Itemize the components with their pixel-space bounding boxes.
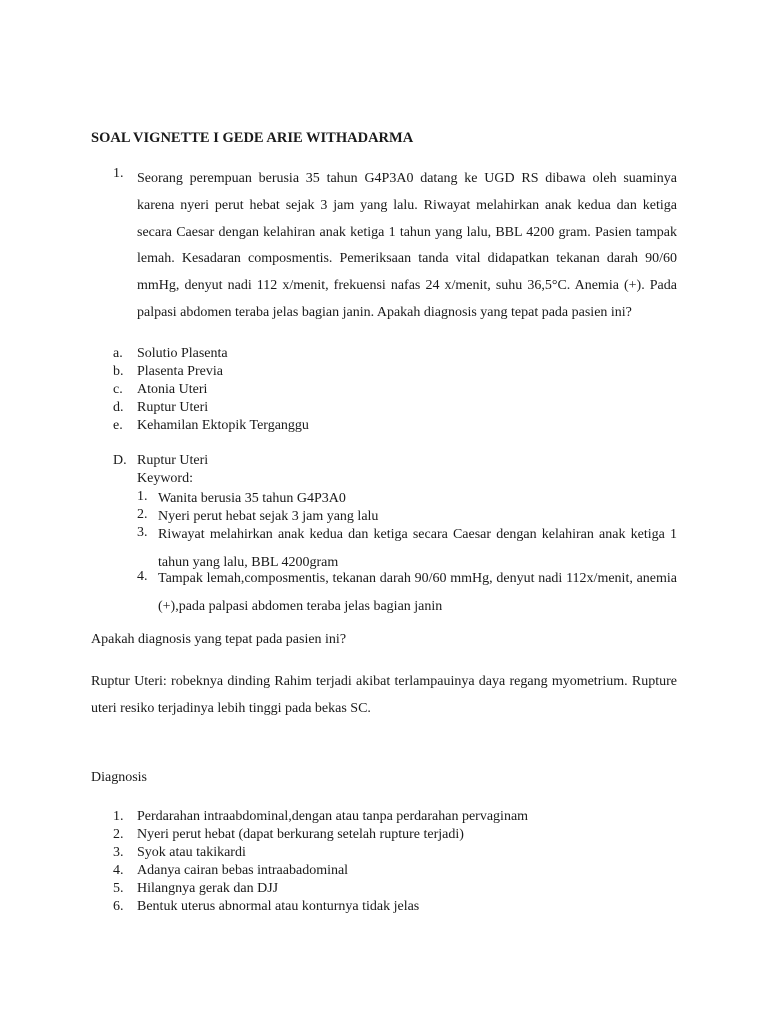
- option-label-b: b.: [113, 364, 124, 379]
- option-label-c: c.: [113, 382, 123, 397]
- option-label-e: e.: [113, 418, 123, 433]
- keyword-text: Tampak lemah,composmentis, tekanan darah 90/60 mmHg, denyut nadi 112x/menit, anemia (+),pada palpasi abdomen teraba jelas bagian janin: [158, 571, 677, 614]
- explanation-text: Ruptur Uteri: robeknya dinding Rahim terjadi akibat terlampauinya daya regang myometrium. Rupture uteri resiko terjadinya lebih tinggi pada bekas SC.: [91, 674, 677, 716]
- answer-label: D.: [113, 453, 127, 468]
- option-text-a: Solutio Plasenta: [137, 346, 228, 361]
- keyword-text: Riwayat melahirkan anak kedua dan ketiga secara Caesar dengan kelahiran anak ketiga 1 tahun yang lalu, BBL 4200gram: [158, 527, 677, 570]
- diagnosis-item: Hilangnya gerak dan DJJ: [137, 881, 279, 896]
- diagnosis-item: Bentuk uterus abnormal atau konturnya tidak jelas: [137, 899, 420, 914]
- diagnosis-heading: Diagnosis: [91, 770, 147, 785]
- diagnosis-item: Adanya cairan bebas intraabadominal: [137, 863, 349, 878]
- diagnosis-number: 2.: [113, 827, 124, 842]
- diagnosis-number: 5.: [113, 881, 124, 896]
- diagnosis-item: Perdarahan intraabdominal,dengan atau tanpa perdarahan pervaginam: [137, 809, 529, 824]
- question-text: [137, 166, 677, 327]
- diagnosis-number: 1.: [113, 809, 124, 824]
- keyword-number: 4.: [137, 569, 148, 584]
- diagnosis-item: Syok atau takikardi: [137, 845, 246, 860]
- keyword-text: Wanita berusia 35 tahun G4P3A0: [158, 491, 346, 506]
- diagnosis-number: 6.: [113, 899, 124, 914]
- keyword-number: 1.: [137, 489, 148, 504]
- keyword-text: Nyeri perut hebat sejak 3 jam yang lalu: [158, 509, 379, 524]
- keyword-number: 3.: [137, 525, 148, 540]
- document-title: SOAL VIGNETTE I GEDE ARIE WITHADARMA: [91, 130, 414, 146]
- option-text-e: Kehamilan Ektopik Terganggu: [137, 418, 309, 433]
- diagnosis-number: 3.: [113, 845, 124, 860]
- question-number: 1.: [113, 166, 124, 181]
- option-text-d: Ruptur Uteri: [137, 400, 209, 415]
- option-text-b: Plasenta Previa: [137, 364, 223, 379]
- diagnosis-number: 4.: [113, 863, 124, 878]
- keyword-heading: Keyword:: [137, 471, 193, 486]
- diagnosis-item: Nyeri perut hebat (dapat berkurang setelah rupture terjadi): [137, 827, 464, 842]
- option-label-a: a.: [113, 346, 123, 361]
- option-label-d: d.: [113, 400, 124, 415]
- option-text-c: Atonia Uteri: [137, 382, 208, 397]
- explanation-paragraph: [91, 668, 677, 722]
- question-paragraph: Seorang perempuan berusia 35 tahun G4P3A0 datang ke UGD RS dibawa oleh suaminya karena nyeri perut hebat sejak 3 jam yang lalu. Riwayat melahirkan anak kedua dan ketiga secara Caesar dengan kelahiran anak ketiga 1 tahun yang lalu, BBL 4200 gram. Pasien tampak lemah. Kesadaran composmentis. Pemeriksaan tanda vital didapatkan tekanan darah 90/60 mmHg, denyut nadi 112 x/menit, frekuensi nafas 24 x/menit, suhu 36,5°C. Anemia (+). Pada palpasi abdomen teraba jelas bagian janin. Apakah diagnosis yang tepat pada pasien ini?: [137, 171, 677, 320]
- answer-text: Ruptur Uteri: [137, 453, 209, 468]
- keyword-number: 2.: [137, 507, 148, 522]
- question-repeat: Apakah diagnosis yang tepat pada pasien ini?: [91, 632, 347, 647]
